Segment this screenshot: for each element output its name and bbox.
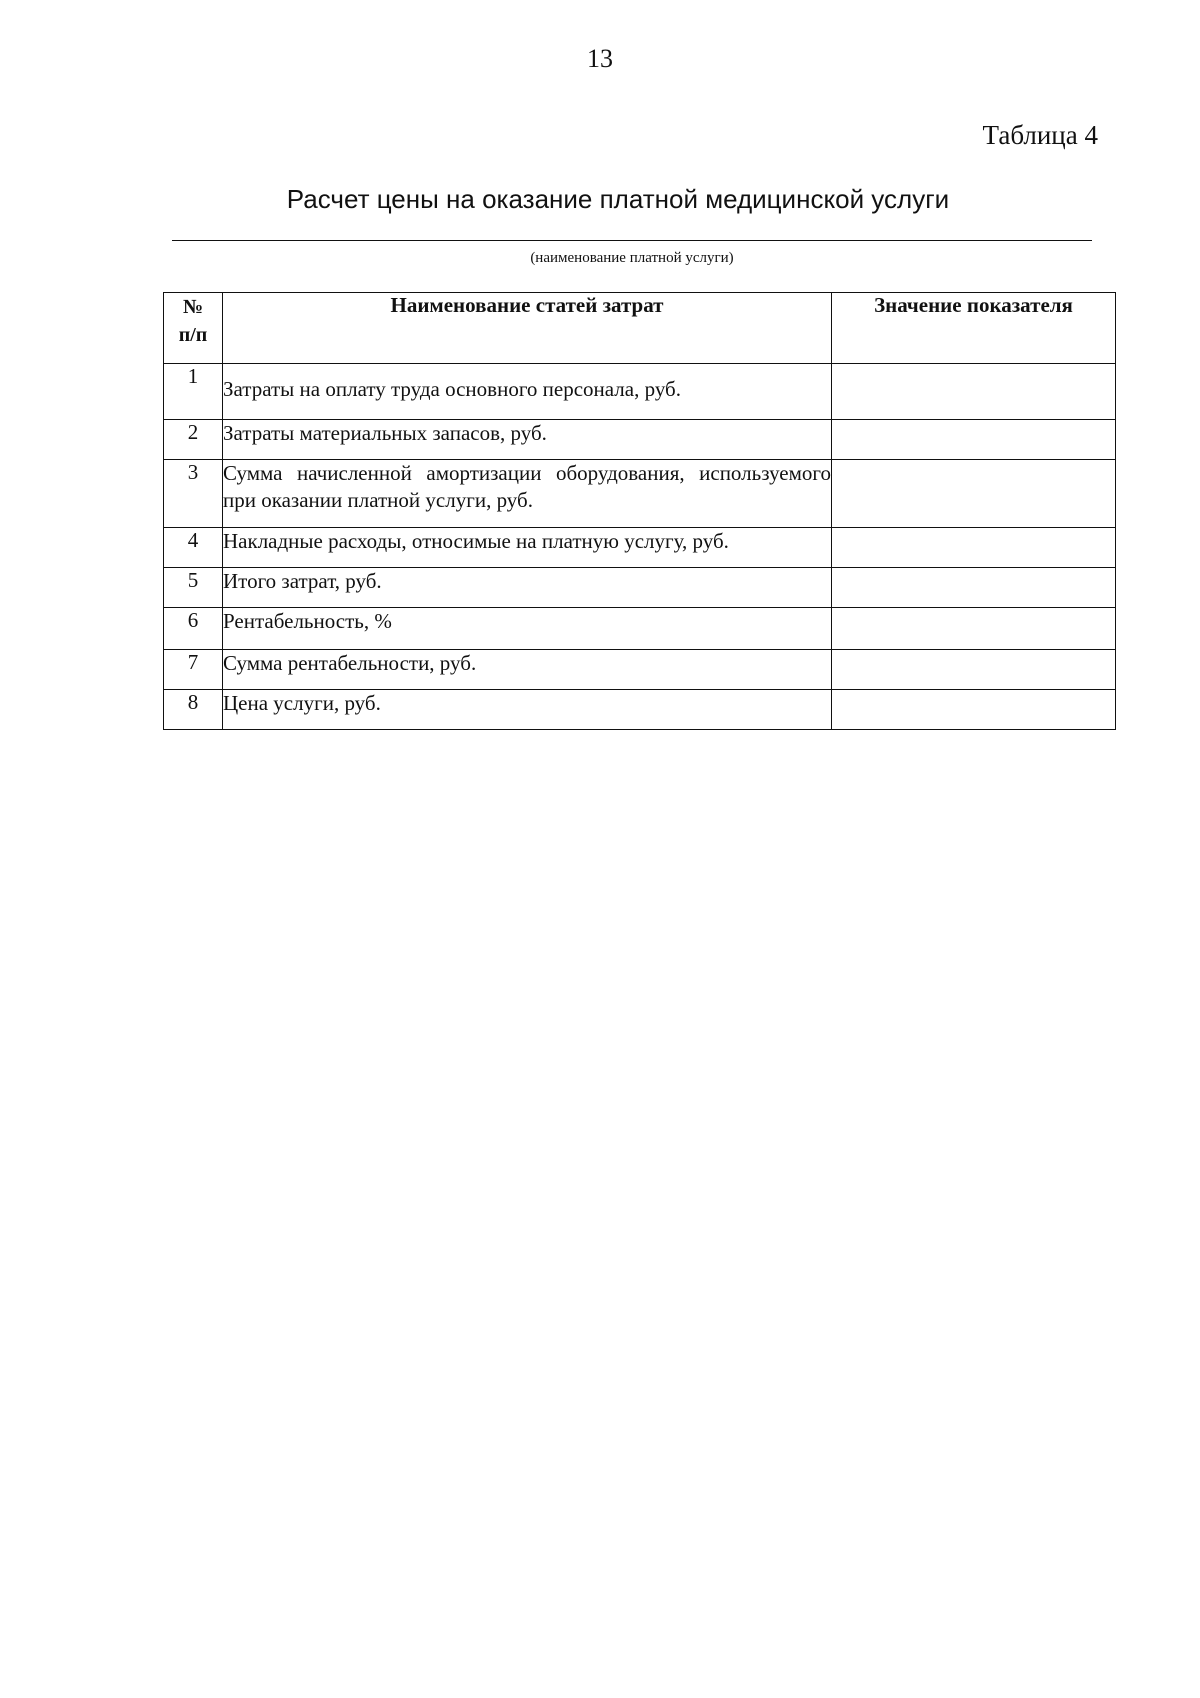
row-value-cell bbox=[832, 460, 1116, 528]
table-header-row bbox=[164, 293, 1116, 364]
row-value-cell bbox=[832, 420, 1116, 460]
row-value-cell bbox=[832, 608, 1116, 650]
table-row bbox=[164, 364, 1116, 420]
row-value-cell bbox=[832, 568, 1116, 608]
row-value-cell bbox=[832, 650, 1116, 690]
row-value-cell bbox=[832, 528, 1116, 568]
row-number: 5 bbox=[164, 568, 223, 608]
header-cost-item-name: Наименование статей затрат bbox=[223, 293, 832, 364]
row-value-cell bbox=[832, 364, 1116, 420]
row-number: 1 bbox=[164, 364, 223, 420]
row-number: 2 bbox=[164, 420, 223, 460]
table-row bbox=[164, 650, 1116, 690]
row-cost-item: Цена услуги, руб. bbox=[223, 690, 832, 730]
table-row bbox=[164, 460, 1116, 528]
header-number-line2: п/п bbox=[178, 324, 208, 346]
row-cost-item: Сумма рентабельности, руб. bbox=[223, 650, 832, 690]
table-row bbox=[164, 420, 1116, 460]
row-cost-item: Итого затрат, руб. bbox=[223, 568, 832, 608]
row-cost-item: Накладные расходы, относимые на платную услугу, руб. bbox=[223, 528, 832, 568]
row-value-cell bbox=[832, 690, 1116, 730]
row-cost-item: Затраты на оплату труда основного персонала, руб. bbox=[223, 364, 832, 420]
header-number-line1: № bbox=[182, 296, 204, 318]
row-number: 8 bbox=[164, 690, 223, 730]
page-number: 13 bbox=[587, 44, 613, 73]
header-number bbox=[164, 293, 223, 364]
cost-calculation-table bbox=[163, 292, 1116, 730]
table-row bbox=[164, 690, 1116, 730]
document-title: Расчет цены на оказание платной медицинской услуги bbox=[286, 184, 950, 214]
service-name-fill-line bbox=[172, 240, 1092, 241]
header-indicator-value: Значение показателя bbox=[832, 293, 1116, 364]
table-label: Таблица 4 bbox=[982, 120, 1098, 150]
table-row bbox=[164, 568, 1116, 608]
row-number: 4 bbox=[164, 528, 223, 568]
row-number: 7 bbox=[164, 650, 223, 690]
row-cost-item: Рентабельность, % bbox=[223, 608, 832, 650]
table-row bbox=[164, 608, 1116, 650]
service-name-caption: (наименование платной услуги) bbox=[530, 250, 734, 266]
row-number: 6 bbox=[164, 608, 223, 650]
table-row bbox=[164, 528, 1116, 568]
row-number: 3 bbox=[164, 460, 223, 528]
row-cost-item: Сумма начисленной амортизации оборудования, используемого при оказании платной услуги, руб. bbox=[223, 460, 832, 528]
row-cost-item: Затраты материальных запасов, руб. bbox=[223, 420, 832, 460]
